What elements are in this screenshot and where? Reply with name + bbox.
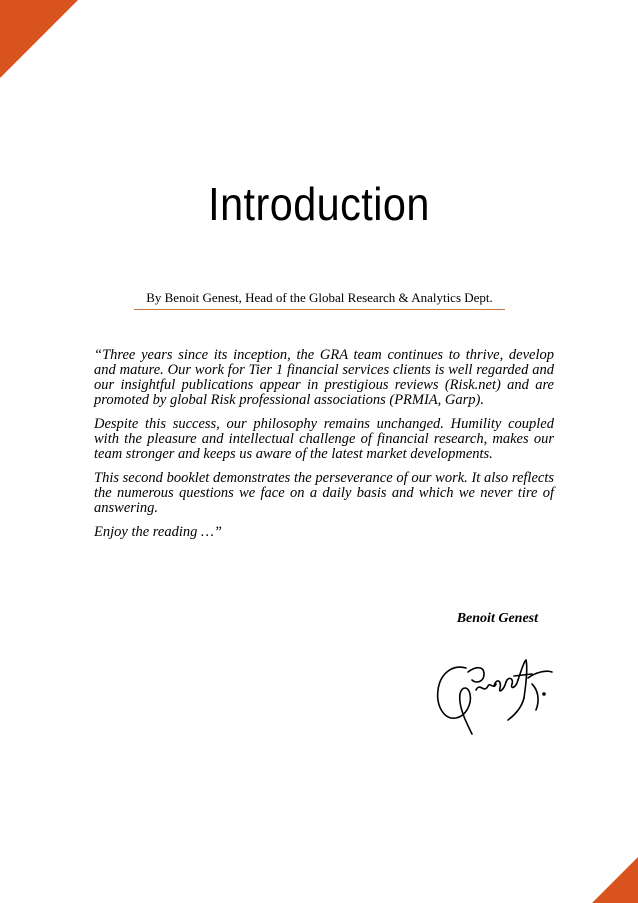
paragraph-2: Despite this success, our philosophy remains unchanged. Humility coupled with the pleasure and intellectual challenge of financial research, makes our team stronger and keeps us aware of the latest market developments. [94, 416, 554, 462]
paragraph-1: “Three years since its inception, the GRA team continues to thrive, develop and mature. Our work for Tier 1 financial services clients is well regarded and our insightful publications appear in prestigious reviews (Risk.net) and are promoted by global Risk professional associations (PRMIA, Garp). [94, 347, 554, 408]
paragraph-4: Enjoy the reading …” [94, 524, 222, 540]
paragraph-3: This second booklet demonstrates the perseverance of our work. It also reflects the numerous questions we face on a daily basis and which we never tire of answering. [94, 470, 554, 516]
corner-decoration-top-left [0, 0, 78, 78]
page-title: Introduction [208, 178, 430, 230]
signature-image [432, 654, 558, 738]
corner-decoration-bottom-right [592, 857, 638, 903]
author-name: Benoit Genest [456, 611, 538, 626]
introduction-body [94, 348, 554, 549]
author-byline: By Benoit Genest, Head of the Global Research & Analytics Dept. [134, 290, 505, 310]
